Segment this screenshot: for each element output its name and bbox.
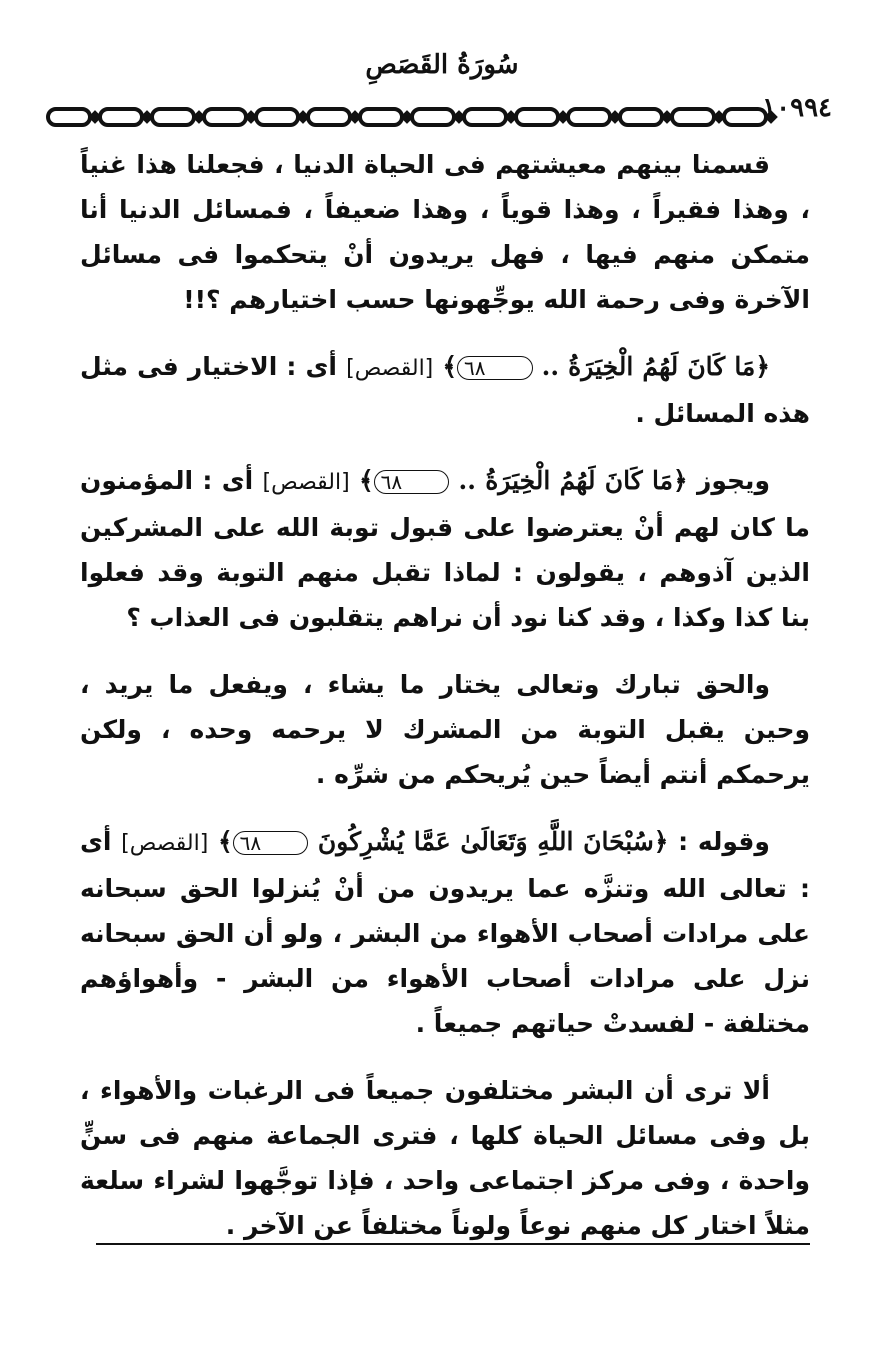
ayah-number: ٦٨ <box>374 470 449 494</box>
paragraph-text: أى : المؤمنون ما كان لهم أنْ يعترضوا على قبول توبة الله على المشركين الذين آذوهم ، يقولون : لماذا تقبل منهم التوبة وقد فعلوا بنا كذا وكذا ، وقد كنا نود أن نراهم يتقلبون فى العذاب ؟ <box>80 466 810 632</box>
surah-title: سُورَةُ القَصَصِ <box>365 50 519 80</box>
surah-reference: [القصص] <box>121 831 209 856</box>
paragraph-2 <box>80 344 810 436</box>
ayah-number: ٦٨ <box>457 356 532 380</box>
ornament-link <box>152 109 194 125</box>
paragraph-lead: ويجوز <box>696 466 770 495</box>
ornament-link <box>672 109 714 125</box>
page-body <box>80 142 810 1270</box>
ornate-bracket-open: ﴿ <box>755 352 770 381</box>
ornament-link <box>100 109 142 125</box>
ornament-diamond <box>403 113 411 121</box>
quran-verse: مَا كَانَ لَهُمُ الْخِيَرَةُ .. <box>541 352 756 381</box>
ornate-bracket-open: ﴿ <box>653 827 669 856</box>
paragraph-1 <box>80 142 810 322</box>
footer-divider <box>96 1243 810 1245</box>
ornament-diamond <box>611 113 619 121</box>
ornate-bracket-close: ﴾ <box>442 352 458 381</box>
paragraph-text: والحق تبارك وتعالى يختار ما يشاء ، ويفعل ما يريد ، وحين يقبل التوبة من المشرك لا يرحمه وحده ، ولكن يرحمكم أنتم أيضاً حين يُريحكم من شرِّه . <box>80 670 810 789</box>
quran-verse: سُبْحَانَ اللَّهِ وَتَعَالَىٰ عَمَّا يُشْرِكُونَ <box>317 827 654 856</box>
ornament-diamond <box>455 113 463 121</box>
ornament-link <box>620 109 662 125</box>
paragraph-5 <box>80 819 810 1046</box>
surah-reference: [القصص] <box>346 356 434 381</box>
ornament-diamond <box>663 113 671 121</box>
ornament-link <box>48 109 90 125</box>
ornament-diamond <box>247 113 255 121</box>
ornament-link <box>256 109 298 125</box>
paragraph-text: ألا ترى أن البشر مختلفون جميعاً فى الرغبات والأهواء ، بل وفى مسائل الحياة كلها ، فترى الجماعة منهم فى سنٍّ واحدة ، وفى مركز اجتماعى واحد ، فإذا توجَّهوا لشراء سلعة مثلاً اختار كل منهم نوعاً ولوناً مختلفاً عن الآخر . <box>80 1076 810 1240</box>
ornament-link <box>360 109 402 125</box>
paragraph-3 <box>80 458 810 640</box>
ornament-link <box>516 109 558 125</box>
surah-reference: [القصص] <box>262 470 350 495</box>
ornament-diamond <box>299 113 307 121</box>
ornament-link <box>412 109 454 125</box>
ornate-bracket-close: ﴾ <box>359 466 374 495</box>
ornament-link <box>308 109 350 125</box>
ornament-diamond <box>143 113 151 121</box>
paragraph-text: أى : تعالى الله وتنزَّه عما يريدون من أنْ يُنزلوا الحق سبحانه على مرادات أصحاب الأهواء من البشر ، ولو أن الحق سبحانه نزل على مرادات أصحاب الأهواء من البشر - وأهواؤهم مختلفة - لفسدتْ حياتهم جميعاً . <box>80 827 810 1038</box>
header-ornament-border <box>40 98 820 136</box>
quran-verse: مَا كَانَ لَهُمُ الْخِيَرَةُ .. <box>458 466 673 495</box>
paragraph-text: قسمنا بينهم معيشتهم فى الحياة الدنيا ، فجعلنا هذا غنياً ، وهذا فقيراً ، وهذا قوياً ، وهذا ضعيفاً ، فمسائل الدنيا أنا متمكن منهم فيها ، فهل يريدون أنْ يتحكموا فى مسائل الآخرة وفى رحمة الله يوجِّهونها حسب اختيارهم ؟!! <box>80 150 810 314</box>
ornament-link <box>204 109 246 125</box>
ornament-diamond <box>351 113 359 121</box>
ornament-diamond <box>559 113 567 121</box>
ornate-bracket-close: ﴾ <box>218 827 233 856</box>
paragraph-4 <box>80 662 810 797</box>
ornament-diamond <box>91 113 99 121</box>
ayah-number: ٦٨ <box>233 831 308 855</box>
ornament-diamond <box>715 113 723 121</box>
ornament-link <box>568 109 610 125</box>
ornate-bracket-open: ﴿ <box>672 466 688 495</box>
ornament-diamond <box>195 113 203 121</box>
paragraph-6 <box>80 1068 810 1248</box>
paragraph-lead: وقوله : <box>678 827 770 856</box>
ornament-link <box>724 109 766 125</box>
page-number: ١٠٩٩٤ <box>762 93 832 123</box>
paragraph-text: أى : الاختيار فى مثل هذه المسائل . <box>80 352 810 428</box>
ornament-diamond <box>507 113 515 121</box>
ornament-link <box>464 109 506 125</box>
